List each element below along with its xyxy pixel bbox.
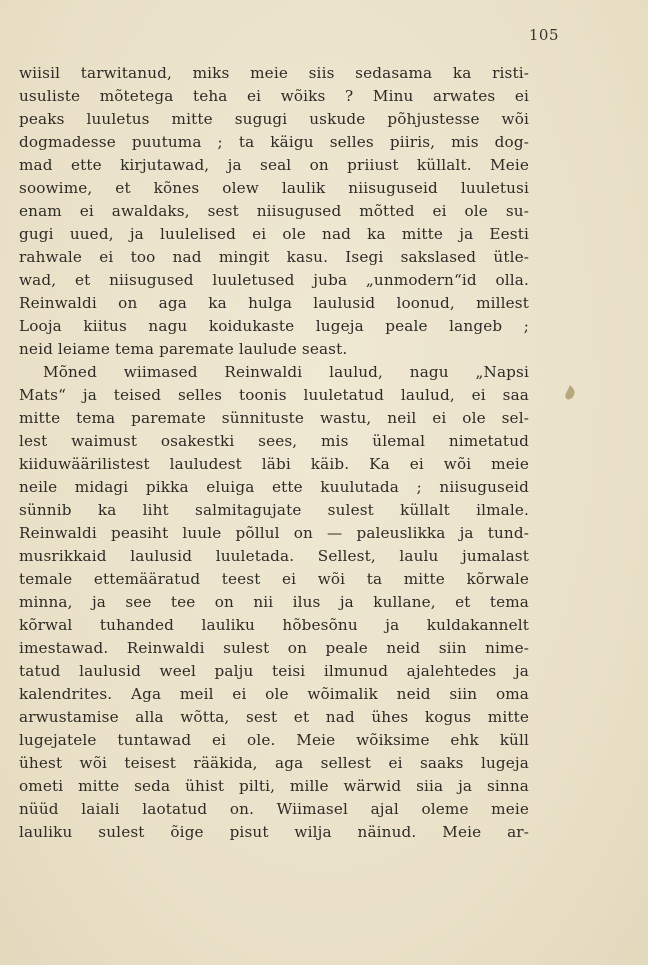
text-line: kõrwal tuhanded lauliku hõbesõnu ja kuldakannelt <box>19 616 529 634</box>
text-line: nüüd laiali laotatud on. Wiimasel ajal oleme meie <box>19 800 529 818</box>
text-line: wad, et niisugused luuletused juba „unmodern“id olla. <box>19 271 529 289</box>
text-line: arwustamise alla wõtta, sest et nad ühes kogus mitte <box>19 708 529 726</box>
text-line: usuliste mõtetega teha ei wõiks ? Minu arwates ei <box>19 87 529 105</box>
ink-blot-icon <box>563 384 577 402</box>
text-line: mad ette kirjutawad, ja seal on priiust küllalt. Meie <box>19 156 529 174</box>
text-line: tatud laulusid weel palju teisi ilmunud ajalehtedes ja <box>19 662 529 680</box>
text-line: kalendrites. Aga meil ei ole wõimalik neid siin oma <box>19 685 529 703</box>
text-line: minna, ja see tee on nii ilus ja kullane, et tema <box>19 593 529 611</box>
body-text <box>19 62 529 844</box>
text-line: temale ettemääratud teest ei wõi ta mitte kõrwale <box>19 570 529 588</box>
text-line: dogmadesse puutuma ; ta käigu selles piiris, mis dog- <box>19 133 529 151</box>
text-line: peaks luuletus mitte sugugi uskude põhjustesse wõi <box>19 110 529 128</box>
text-line: wiisil tarwitanud, miks meie siis sedasama ka risti- <box>19 64 529 82</box>
text-line: Mats“ ja teised selles toonis luuletatud laulud, ei saa <box>19 386 529 404</box>
text-line: ometi mitte seda ühist pilti, mille wärwid siia ja sinna <box>19 777 529 795</box>
text-line: musrikkaid laulusid luuletada. Sellest, laulu jumalast <box>19 547 529 565</box>
text-line: sünnib ka liht salmitagujate sulest küllalt ilmale. <box>19 501 529 519</box>
page-number: 105 <box>528 26 559 44</box>
text-line: kiiduwäärilistest lauludest läbi käib. Ka ei wõi meie <box>19 455 529 473</box>
text-line: ühest wõi teisest rääkida, aga sellest ei saaks lugeja <box>19 754 529 772</box>
text-line: Reinwaldi on aga ka hulga laulusid loonud, millest <box>19 294 529 312</box>
text-line: lugejatele tuntawad ei ole. Meie wõiksime ehk küll <box>19 731 529 749</box>
paragraph-1 <box>19 62 529 361</box>
text-line: Mõned wiimased Reinwaldi laulud, nagu „Napsi <box>43 363 529 381</box>
text-line: enam ei awaldaks, sest niisugused mõtted ei ole su- <box>19 202 529 220</box>
text-line: imestawad. Reinwaldi sulest on peale neid siin nime- <box>19 639 529 657</box>
text-line: gugi uued, ja luulelised ei ole nad ka mitte ja Eesti <box>19 225 529 243</box>
text-line: lest waimust osakestki sees, mis ülemal nimetatud <box>19 432 529 450</box>
text-line: Reinwaldi peasiht luule põllul on — paleuslikka ja tund- <box>19 524 529 542</box>
text-line: soowime, et kõnes olew laulik niisuguseid luuletusi <box>19 179 529 197</box>
paragraph-2 <box>19 361 529 844</box>
text-line: neid leiame tema paremate laulude seast. <box>19 340 348 358</box>
text-line: lauliku sulest õige pisut wilja näinud. Meie ar- <box>19 823 529 841</box>
text-line: rahwale ei too nad mingit kasu. Isegi sakslased ütle- <box>19 248 529 266</box>
text-line: mitte tema paremate sünnituste wastu, neil ei ole sel- <box>19 409 529 427</box>
text-line: neile midagi pikka eluiga ette kuulutada ; niisuguseid <box>19 478 529 496</box>
text-line: Looja kiitus nagu koidukaste lugeja peale langeb ; <box>19 317 529 335</box>
